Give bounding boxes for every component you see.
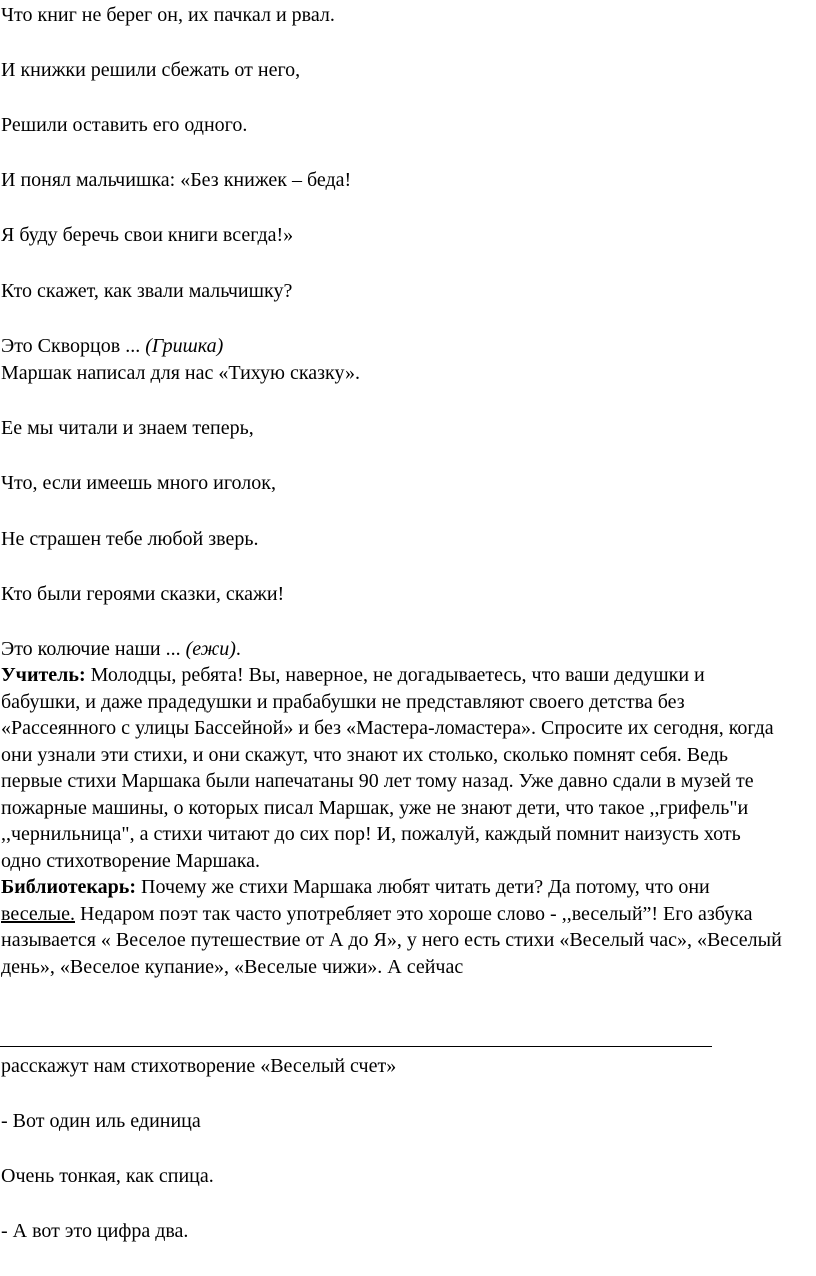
riddle-answer: (Гришка)	[145, 335, 224, 357]
poem-line: - А вот это цифра два.	[1, 1220, 189, 1242]
paragraph-text: «Рассеянного с улицы Бассейной» и без «Мастера-ломастера». Спросите их сегодня, когда	[1, 717, 774, 739]
poem-line: Что, если имеешь много иголок,	[1, 472, 276, 494]
paragraph-text: пожарные машины, о которых писал Маршак, уже не знают дети, что такое ,,грифель"и	[1, 796, 749, 819]
paragraph-text: они узнали эти стихи, и они скажут, что знают их столько, сколько помнят себя. Ведь	[1, 743, 729, 766]
paragraph-text: Недаром поэт так часто употребляет это хороше слово - ,,веселый”! Его азбука	[75, 902, 753, 925]
paragraph-text: ,,чернильница", а стихи читают до сих пор! И, пожалуй, каждый помнит наизусть хоть	[1, 823, 741, 845]
poem-line: Кто скажет, как звали мальчишку?	[1, 280, 293, 302]
riddle-line	[1, 334, 223, 358]
paragraph-text: одно стихотворение Маршака.	[1, 849, 261, 872]
poem-line: Ее мы читали и знаем теперь,	[1, 417, 254, 439]
paragraph-text: первые стихи Маршака были напечатаны 90 лет тому назад. Уже давно сдали в музей те	[1, 770, 754, 792]
underlined-word: веселые.	[1, 902, 75, 925]
paragraph-text: день», «Веселое купание», «Веселые чижи». А сейчас	[1, 955, 464, 978]
paragraph-text: Молодцы, ребята! Вы, наверное, не догадываетесь, что ваши дедушки и	[85, 664, 705, 686]
poem-line: Решили оставить его одного.	[1, 114, 248, 136]
text-line: расскажут нам стихотворение «Веселый счет»	[1, 1055, 397, 1077]
riddle-prefix: Это Скворцов ...	[1, 335, 146, 357]
riddle-line	[1, 637, 241, 661]
speaker-label: Библиотекарь:	[1, 876, 137, 898]
poem-line: Не страшен тебе любой зверь.	[1, 528, 259, 550]
riddle-answer: (ежи)	[185, 638, 236, 660]
paragraph-text: называется « Веселое путешествие от А до Я», у него есть стихи «Веселый час», «Веселый	[1, 929, 782, 951]
poem-line: Что книг не берег он, их пачкал и рвал.	[1, 4, 335, 26]
teacher-paragraph	[1, 662, 813, 874]
speaker-label: Учитель:	[1, 664, 86, 686]
poem-line: И книжки решили сбежать от него,	[1, 59, 301, 81]
poem-line: Кто были героями сказки, скажи!	[1, 583, 285, 605]
poem-line: Очень тонкая, как спица.	[1, 1165, 214, 1187]
poem-line: И понял мальчишка: «Без книжек – беда!	[1, 169, 352, 191]
poem-line: - Вот один иль единица	[1, 1110, 201, 1132]
poem-line: Я буду беречь свои книги всегда!»	[1, 224, 294, 246]
riddle-suffix: .	[235, 638, 241, 660]
page-break-rule	[0, 1046, 712, 1047]
riddle-prefix: Это колючие наши ...	[1, 638, 186, 660]
librarian-paragraph	[1, 874, 813, 980]
poem-line: Маршак написал для нас «Тихую сказку».	[1, 362, 360, 384]
paragraph-text: Почему же стихи Маршака любят читать дети? Да потому, что они	[136, 876, 710, 898]
paragraph-text: бабушки, и даже прадедушки и прабабушки не представляют своего детства без	[1, 690, 685, 713]
